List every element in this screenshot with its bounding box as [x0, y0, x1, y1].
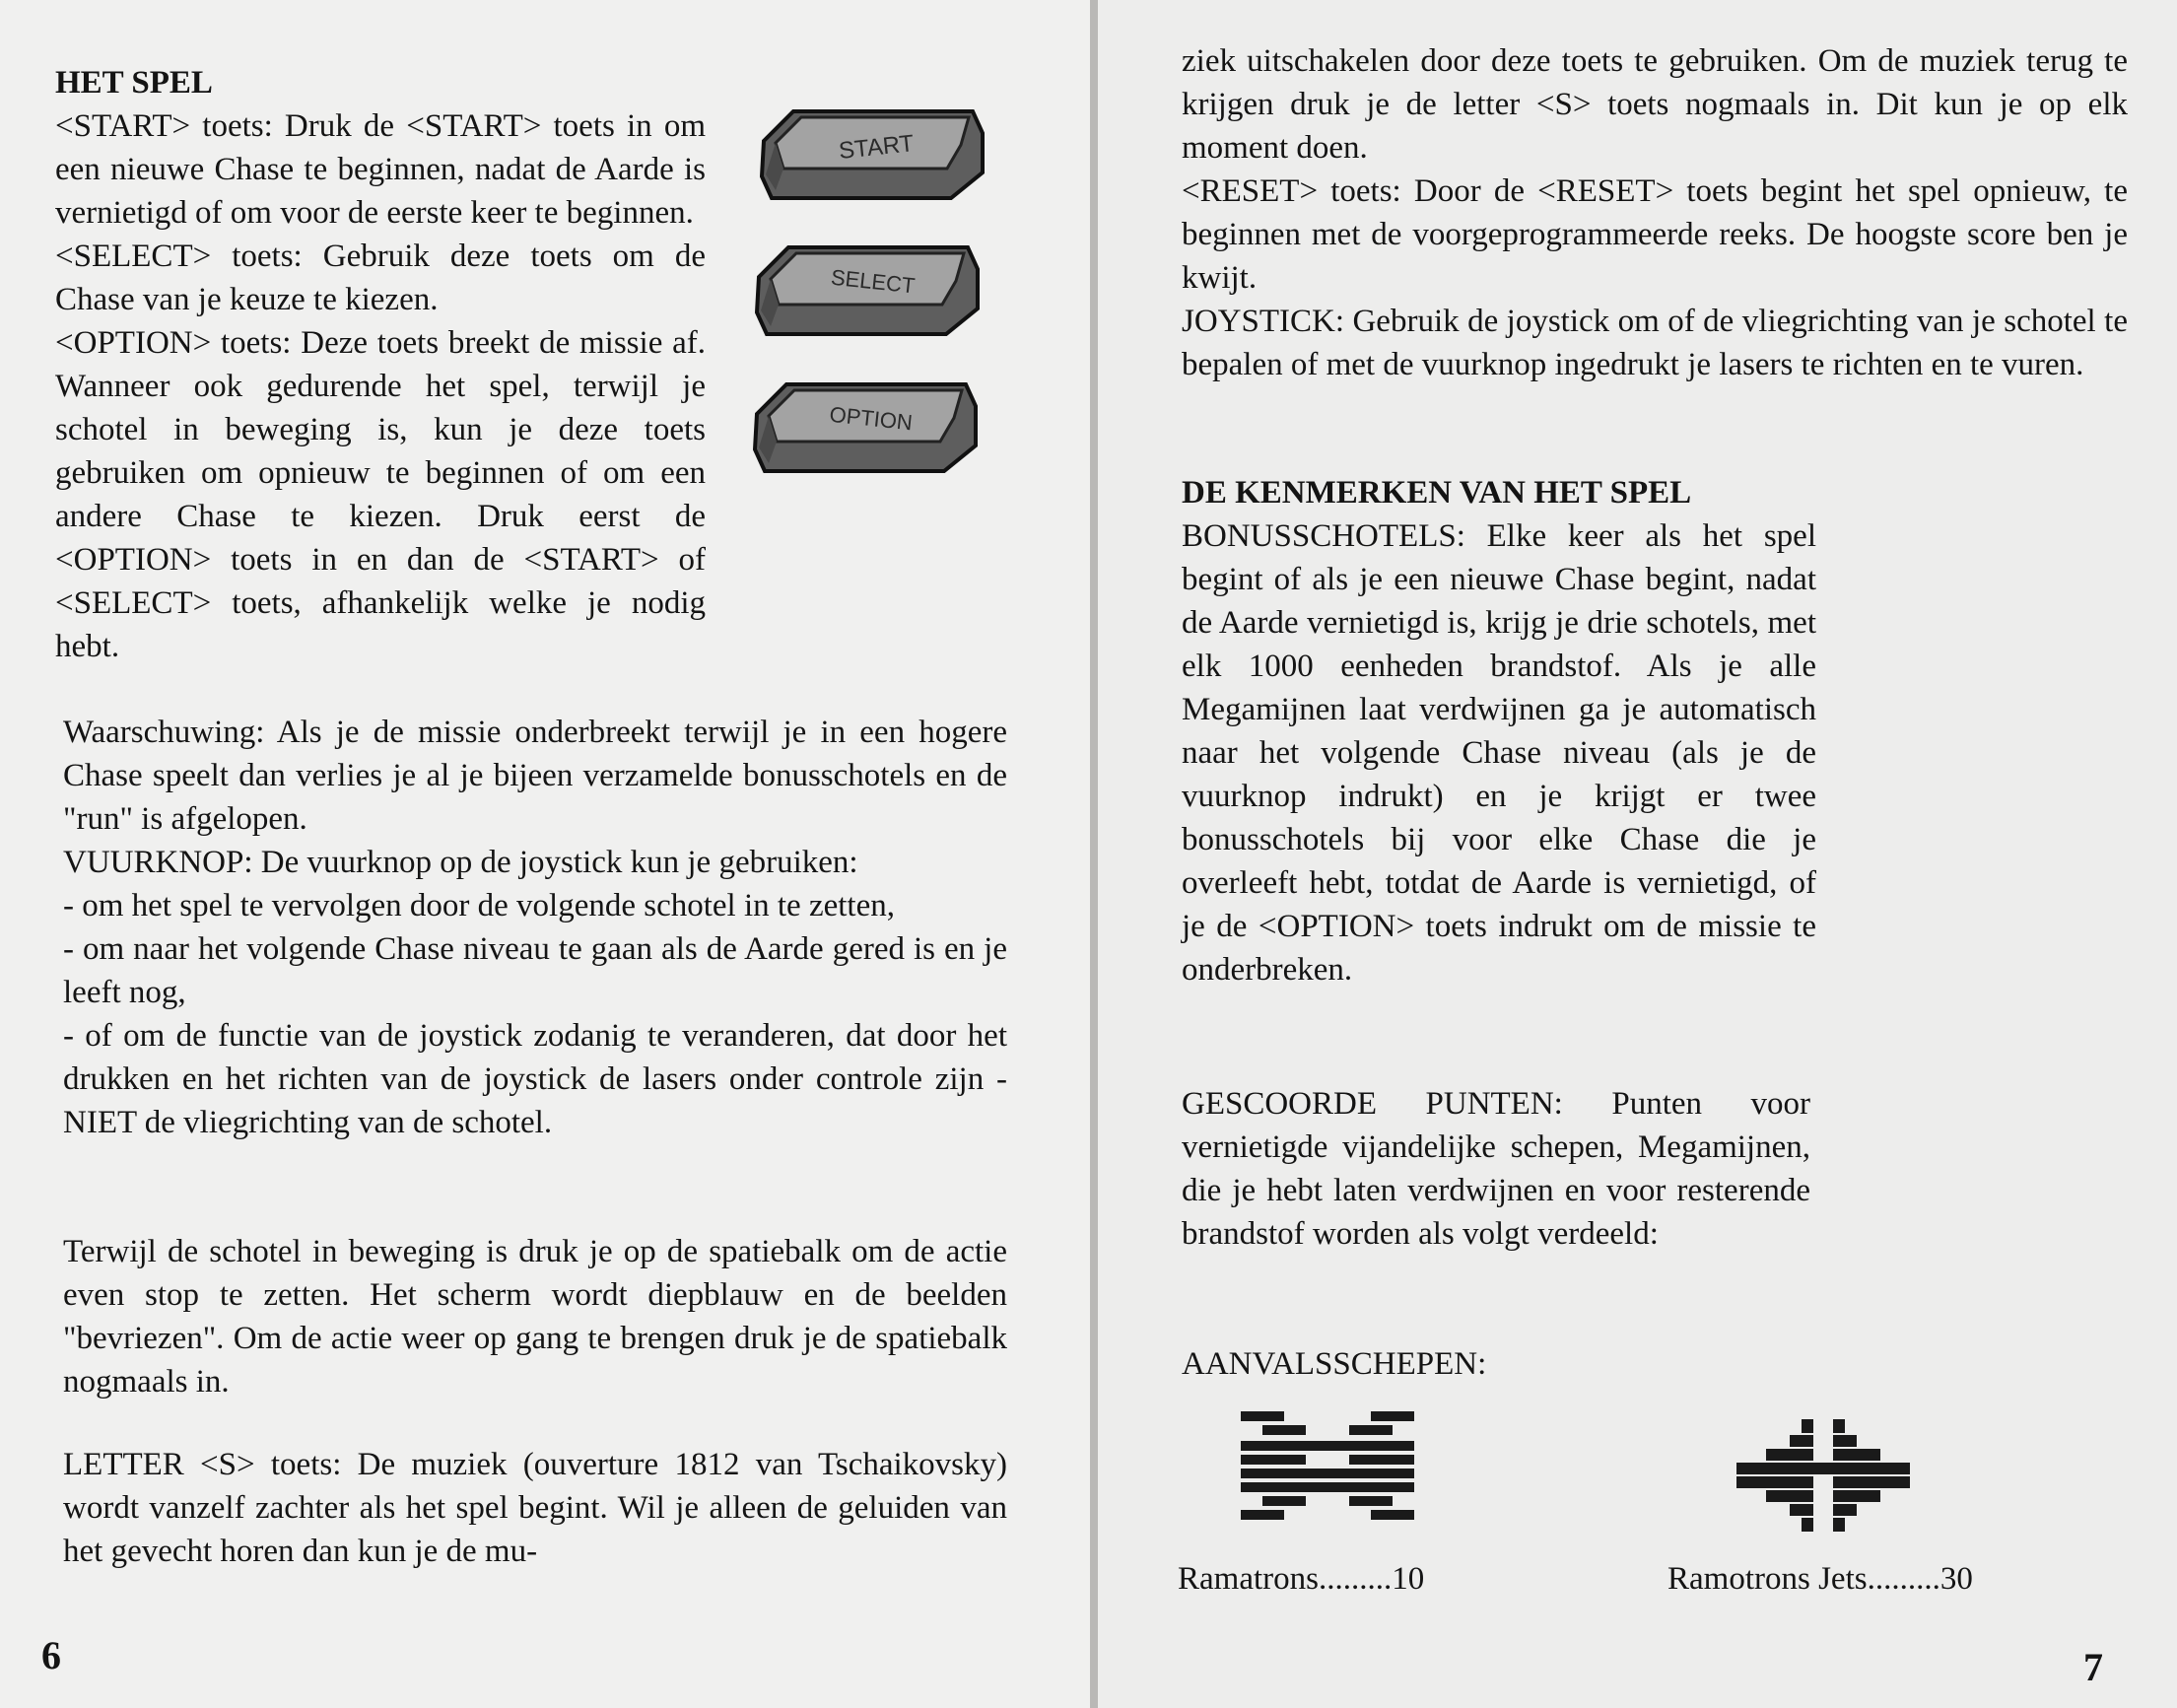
firebutton-section — [63, 711, 1007, 1144]
bonus-saucers-paragraph: BONUSSCHOTELS: Elke keer als het spel begint of als je een nieuwe Chase begint, nadat de Aarde vernietigd is, krijg je drie schotels, met elk 1000 eenheden brandstof. Als je alle Megamijnen laat verdwijnen ga je automatisch naar het volgende Chase niveau (als je de vuurknop indrukt) en je krijgt er twee bonusschotels bij voor elke Chase die je overleeft hebt, totdat de Aarde is vernietigd, of je de <OPTION> toets indrukt om de missie te onderbreken. — [1182, 518, 1816, 988]
section-heading-kenmerken: DE KENMERKEN VAN HET SPEL — [1182, 475, 1692, 511]
pause-section — [63, 1230, 1007, 1403]
option-key-paragraph: <OPTION> toets: Deze toets breekt de missie af. Wanneer ook gedurende het spel, terwijl je schotel in beweging is, kun je deze toets gebruiken om opnieuw te beginnen of om een andere Chase te kiezen. Druk eerst de <OPTION> toets in en dan de <START> of <SELECT> toets, afhankelijk welke je nodig hebt. — [55, 325, 706, 664]
start-key-icon — [754, 103, 990, 202]
firebutton-item-next-level: - om naar het volgende Chase niveau te gaan als de Aarde gered is en je leeft nog, — [63, 931, 1007, 1010]
page-number-right: 7 — [2083, 1645, 2103, 1689]
features-section — [1182, 471, 1816, 991]
ramotron-jet-sprite-icon — [1736, 1419, 1910, 1541]
letter-s-section — [63, 1443, 1007, 1573]
page-right — [1098, 0, 2177, 1708]
select-key-icon — [749, 239, 986, 338]
ramotron-jet-score-label: Ramotrons Jets.........30 — [1667, 1561, 1973, 1597]
firebutton-item-continue: - om het spel te vervolgen door de volgende schotel in te zetten, — [63, 888, 895, 923]
ships-heading-section — [1182, 1342, 1773, 1386]
firebutton-item-lasers: - of om de functie van de joystick zodanig te veranderen, dat door het drukken en het richten van de joystick de lasers onder controle zijn - NIET de vliegrichting van de schotel. — [63, 1018, 1007, 1140]
reset-key-paragraph: <RESET> toets: Door de <RESET> toets begint het spel opnieuw, te beginnen met de voorgeprogrammeerde reeks. De hoogste score ben je kwijt. — [1182, 173, 2128, 296]
points-paragraph: GESCOORDE PUNTEN: Punten voor vernietigde vijandelijke schepen, Megamijnen, die je hebt laten verdwijnen en voor resterende brandstof worden als volgt verdeeld: — [1182, 1086, 1810, 1252]
music-continued-paragraph: ziek uitschakelen door deze toets te gebruiken. Om de muziek terug te krijgen druk je de letter <S> toets nogmaals in. Dit kun je op elk moment doen. — [1182, 43, 2128, 166]
page-number-left: 6 — [41, 1633, 61, 1677]
warning-paragraph: Waarschuwing: Als je de missie onderbreekt terwijl je in een hogere Chase speelt dan verlies je al je bijeen verzamelde bonusschotels en de "run" is afgelopen. — [63, 715, 1007, 837]
pause-paragraph: Terwijl de schotel in beweging is druk je op de spatiebalk om de actie even stop te zetten. Het scherm wordt diepblauw en de beelden "bevriezen". Om de actie weer op gang te brengen druk je de spatiebalk nogmaals in. — [63, 1234, 1007, 1400]
select-key-label: SELECT — [829, 264, 917, 299]
ramatron-score-label: Ramatrons.........10 — [1178, 1561, 1425, 1597]
joystick-paragraph: JOYSTICK: Gebruik de joystick om of de vliegrichting van je schotel te bepalen of met de vuurknop ingedrukt je lasers te richten en te vuren. — [1182, 304, 2128, 382]
section-heading-het-spel: HET SPEL — [55, 65, 213, 101]
attack-ships-heading: AANVALSSCHEPEN: — [1182, 1346, 1487, 1382]
option-key-icon — [747, 376, 984, 475]
option-key-label: OPTION — [828, 401, 915, 436]
continued-section — [1182, 39, 2128, 386]
start-key-paragraph: <START> toets: Druk de <START> toets in om een nieuwe Chase te beginnen, nadat de Aarde is vernietigd of om voor de eerste keer te beginnen. — [55, 108, 706, 231]
ramatron-sprite-icon — [1241, 1411, 1414, 1534]
intro-section — [55, 61, 706, 668]
select-key-paragraph: <SELECT> toets: Gebruik deze toets om de Chase van je keuze te kiezen. — [55, 239, 706, 317]
firebutton-paragraph: VUURKNOP: De vuurknop op de joystick kun je gebruiken: — [63, 845, 858, 880]
points-section — [1182, 1082, 1810, 1256]
letter-s-paragraph: LETTER <S> toets: De muziek (ouverture 1812 van Tschaikovsky) wordt vanzelf zachter als het spel begint. Wil je alleen de geluiden van het gevecht horen dan kun je de mu- — [63, 1447, 1007, 1569]
start-key-label: START — [837, 130, 916, 165]
book-gutter — [1090, 0, 1098, 1708]
